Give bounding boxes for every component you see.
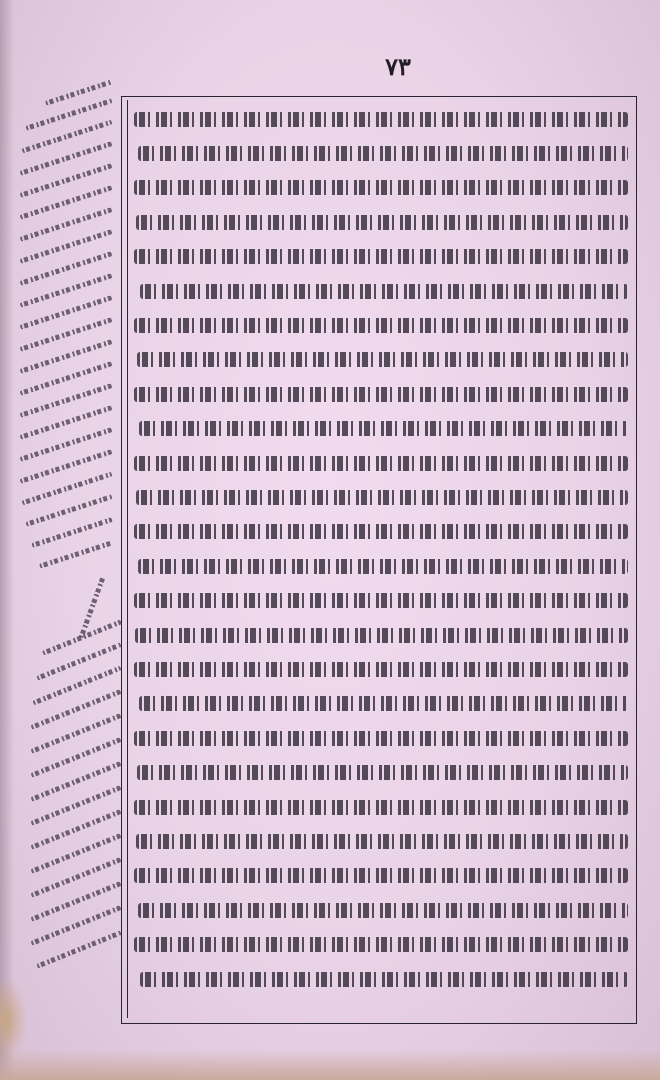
text-line <box>134 662 628 677</box>
text-line <box>137 352 628 367</box>
paper-stain <box>0 980 26 1060</box>
text-line <box>134 318 628 333</box>
text-line <box>140 284 628 299</box>
text-line <box>134 112 628 127</box>
text-line <box>134 524 628 539</box>
frame-inner-rule <box>127 100 128 1018</box>
text-line <box>134 868 628 883</box>
text-line <box>134 593 628 608</box>
page-number: ۷۳ <box>385 52 411 81</box>
text-line <box>136 215 628 230</box>
text-line <box>135 628 628 643</box>
page-bottom-wear <box>0 1050 660 1080</box>
text-line <box>134 456 628 471</box>
text-line <box>134 731 628 746</box>
text-line <box>134 180 628 195</box>
text-line <box>138 559 628 574</box>
text-line <box>134 387 628 402</box>
margin-annotation-lower <box>20 605 124 985</box>
text-line <box>139 421 628 436</box>
margin-note-line <box>39 540 113 568</box>
text-line <box>138 146 628 161</box>
text-line <box>136 834 628 849</box>
text-line <box>137 765 628 780</box>
text-line <box>134 249 628 264</box>
text-line <box>138 903 628 918</box>
text-line <box>139 696 628 711</box>
text-line <box>134 800 628 815</box>
margin-annotation-upper <box>14 90 114 570</box>
text-line <box>140 972 628 987</box>
main-text-block <box>134 108 628 1016</box>
text-line <box>136 490 628 505</box>
text-line <box>134 937 628 952</box>
page-edge-shadow <box>0 0 14 1080</box>
